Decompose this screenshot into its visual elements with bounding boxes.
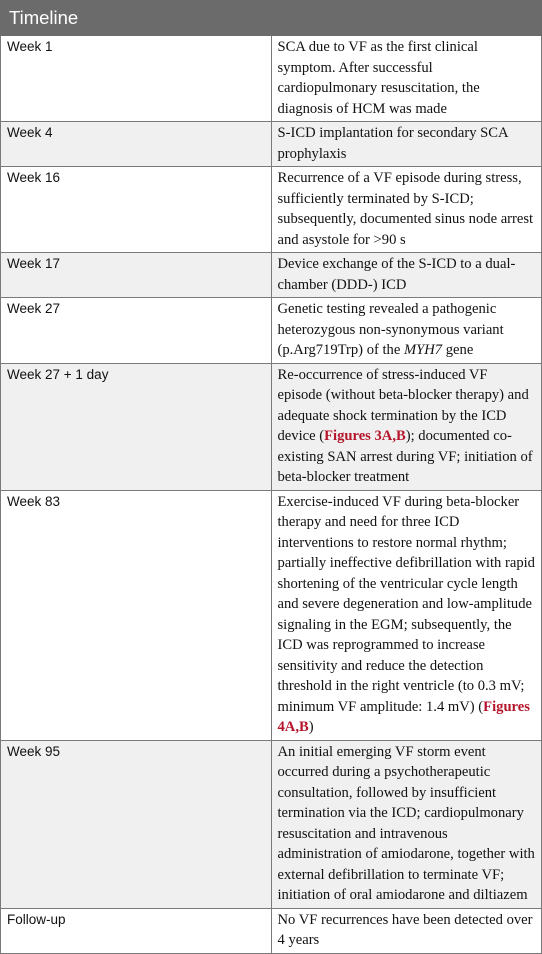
row-event-cell: SCA due to VF as the first clinical symptom. After successful cardiopulmonary resuscitation, the diagnosis of HCM was made bbox=[271, 36, 542, 122]
row-event-cell: S-ICD implantation for secondary SCA prophylaxis bbox=[271, 122, 542, 167]
gene-name: MYH7 bbox=[403, 342, 443, 358]
event-text: Re-occurrence of stress-induced VF episode (without beta-blocker therapy) and adequate shock termination by the ICD device ( bbox=[277, 366, 529, 444]
event-text: gene bbox=[442, 342, 474, 358]
row-time-cell: Follow-up bbox=[1, 908, 272, 953]
table-row bbox=[1, 253, 542, 298]
row-time-cell: Week 17 bbox=[1, 253, 272, 298]
event-text: Exercise-induced VF during beta-blocker therapy and need for three ICD interventions to restore normal rhythm; partially ineffective defibrillation with rapid shortening of the ventricular cycle length and severe degeneration and low-amplitude signaling in the EGM; subsequently, the ICD was reprogrammed to increase sensitivity and reduce the detection threshold in the right ventricle (to 0.3 mV; minimum VF amplitude: 1.4 mV) ( bbox=[277, 493, 535, 715]
event-text: Genetic testing revealed a pathogenic heterozygous non-synonymous variant (p.Arg719Trp) of the bbox=[277, 301, 504, 358]
row-time-cell: Week 95 bbox=[1, 740, 272, 908]
row-event-cell bbox=[271, 490, 542, 740]
table-row bbox=[1, 167, 542, 253]
event-text: ) bbox=[308, 719, 314, 735]
table-row bbox=[1, 298, 542, 364]
event-text: ); documented co-existing SAN arrest during VF; initiation of beta-blocker treatment bbox=[277, 428, 533, 485]
row-time-cell: Week 27 + 1 day bbox=[1, 363, 272, 490]
table-row bbox=[1, 36, 542, 122]
table-title: Timeline bbox=[1, 1, 542, 36]
table-row bbox=[1, 363, 542, 490]
row-event-cell: No VF recurrences have been detected over 4 years bbox=[271, 908, 542, 953]
row-event-cell: An initial emerging VF storm event occurred during a psychotherapeutic consultation, followed by insufficient termination via the ICD; cardiopulmonary resuscitation and intravenous administration of amiodarone, together with external defibrillation to terminate VF; initiation of oral amiodarone and diltiazem bbox=[271, 740, 542, 908]
row-event-cell bbox=[271, 363, 542, 490]
table-row bbox=[1, 908, 542, 953]
row-event-cell: Recurrence of a VF episode during stress, sufficiently terminated by S-ICD; subsequently, documented sinus node arrest and asystole for >90 s bbox=[271, 167, 542, 253]
table-row bbox=[1, 122, 542, 167]
row-time-cell: Week 16 bbox=[1, 167, 272, 253]
figure-link[interactable]: Figures 4A,B bbox=[277, 698, 530, 735]
figure-link[interactable]: Figures 3A,B bbox=[324, 428, 406, 444]
table-row bbox=[1, 490, 542, 740]
row-time-cell: Week 4 bbox=[1, 122, 272, 167]
row-time-cell: Week 83 bbox=[1, 490, 272, 740]
table-header-row bbox=[1, 1, 542, 36]
row-time-cell: Week 27 bbox=[1, 298, 272, 364]
table-row bbox=[1, 740, 542, 908]
row-time-cell: Week 1 bbox=[1, 36, 272, 122]
row-event-cell: Device exchange of the S-ICD to a dual-chamber (DDD-) ICD bbox=[271, 253, 542, 298]
row-event-cell bbox=[271, 298, 542, 364]
